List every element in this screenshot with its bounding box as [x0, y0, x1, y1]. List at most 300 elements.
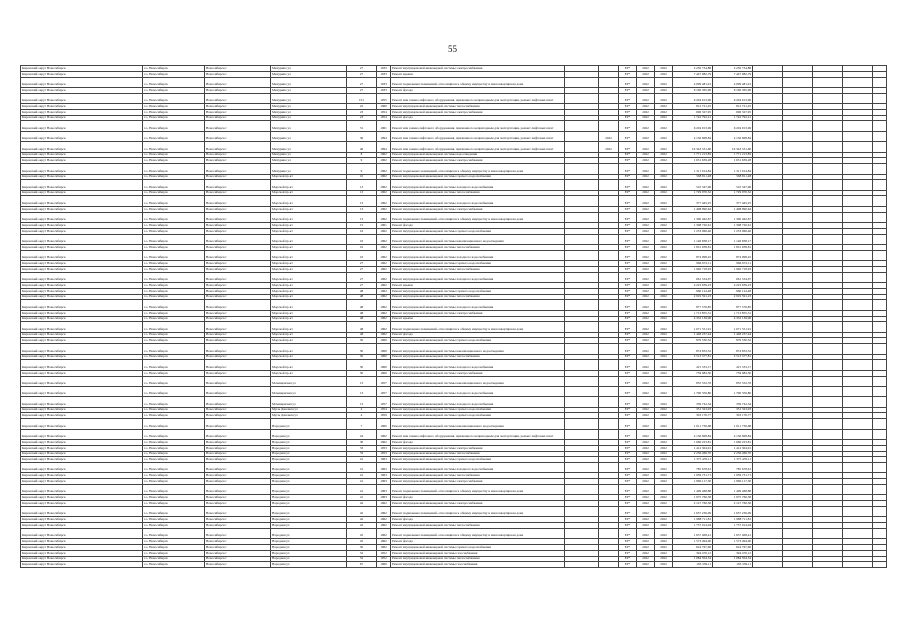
- cell-cost2: 6 204 913,06: [713, 93, 753, 103]
- cell-district: Кировский округ Новосибирск: [21, 386, 143, 396]
- cell-empty: [783, 506, 813, 516]
- cell-city: г.о. Новосибирск: [143, 338, 205, 344]
- cell-cost1: 1 657 236,09: [673, 506, 713, 516]
- cell-city: г.о. Новосибирск: [143, 485, 205, 495]
- cell-district: Кировский округ Новосибирск: [21, 550, 143, 556]
- cell-district: Кировский округ Новосибирск: [21, 429, 143, 439]
- cell-year: 1960: [377, 338, 391, 344]
- cell-city: г.о. Новосибирск: [143, 93, 205, 103]
- cell-b: [599, 376, 619, 386]
- cell-c: ЕР*: [619, 397, 637, 407]
- cell-y1: 2022: [637, 196, 655, 206]
- cell-y1: 2022: [637, 87, 655, 93]
- cell-cost2: 1 860 117,30: [713, 479, 753, 485]
- cell-district: Кировский округ Новосибирск: [21, 174, 143, 180]
- cell-y2: 2022: [655, 87, 673, 93]
- cell-y2: 2022: [655, 109, 673, 115]
- cell-street: Морской пр-кт: [271, 266, 347, 272]
- cell-year: 1963: [377, 479, 391, 485]
- cell-district: Кировский округ Новосибирск: [21, 545, 143, 551]
- cell-a: [565, 93, 599, 103]
- cell-city: г.о. Новосибирск: [143, 528, 205, 538]
- cell-y1: 2022: [637, 158, 655, 164]
- cell-cost1: 2 250 734,88: [673, 66, 713, 72]
- cell-street: Морской пр-кт: [271, 174, 347, 180]
- cell-a: [565, 562, 599, 568]
- cell-house: 13: [347, 190, 377, 196]
- cell-house: 16: [347, 250, 377, 260]
- cell-settlement: Новосибирск г: [205, 419, 271, 429]
- cell-street: Морской пр-кт: [271, 332, 347, 338]
- cell-cost1: 1 771 213,85: [673, 152, 713, 158]
- cell-house: 15: [347, 222, 377, 228]
- cell-empty: [753, 429, 783, 439]
- cell-house: 36: [347, 131, 377, 141]
- cell-cost2: 415 533,17: [713, 360, 753, 370]
- cell-cost1: 1 300 462,67: [673, 212, 713, 222]
- cell-cost2: 2 919 591,23: [713, 294, 753, 300]
- cell-street: Мусы Джалиля ул: [271, 413, 347, 419]
- cell-cost2: 1 412 304,91: [713, 445, 753, 451]
- cell-settlement: Новосибирск г: [205, 71, 271, 77]
- cell-c: ЕР*: [619, 517, 637, 523]
- cell-city: г.о. Новосибирск: [143, 344, 205, 354]
- cell-street: Мичурина ул: [271, 121, 347, 131]
- cell-district: Кировский округ Новосибирск: [21, 234, 143, 244]
- cell-cost1: 377 465,25: [673, 196, 713, 206]
- cell-city: г.о. Новосибирск: [143, 457, 205, 463]
- cell-c: ЕР*: [619, 562, 637, 568]
- cell-a: [565, 250, 599, 260]
- cell-y1: 2022: [637, 71, 655, 77]
- cell-b: [599, 300, 619, 310]
- cell-cost2: 1 573 494,00: [713, 539, 753, 545]
- cell-cost1: 1 742 792,21: [673, 115, 713, 121]
- cell-cost2: 304 470,12: [713, 550, 753, 556]
- cell-empty: [813, 386, 843, 396]
- cell-c: ЕР*: [619, 234, 637, 244]
- cell-settlement: Новосибирск г: [205, 338, 271, 344]
- cell-c: ЕР*: [619, 294, 637, 300]
- cell-y2: 2022: [655, 222, 673, 228]
- cell-cost2: 879 530,32: [713, 338, 753, 344]
- cell-y1: 2022: [637, 142, 655, 152]
- cell-empty: [813, 131, 843, 141]
- cell-c: ЕР*: [619, 344, 637, 354]
- cell-work: Ремонт внутридомовой инженерной системы электроснабжения: [391, 479, 565, 485]
- cell-empty: [783, 300, 813, 310]
- cell-district: Кировский округ Новосибирск: [21, 261, 143, 267]
- cell-district: Кировский округ Новосибирск: [21, 439, 143, 445]
- cell-empty: [813, 463, 843, 473]
- cell-year: 1962: [377, 261, 391, 267]
- cell-cost2: 1 790 359,80: [713, 386, 753, 396]
- cell-b: [599, 562, 619, 568]
- cell-district: Кировский округ Новосибирск: [21, 131, 143, 141]
- cell-year: 1962: [377, 310, 391, 316]
- cell-house: 27: [347, 283, 377, 289]
- cell-empty: [753, 485, 783, 495]
- cell-y1: 2022: [637, 212, 655, 222]
- cell-b: [599, 344, 619, 354]
- cell-c: ЕР*: [619, 300, 637, 310]
- cell-y2: 2022: [655, 457, 673, 463]
- cell-cost2: 359 742,34: [713, 397, 753, 407]
- cell-year: 1953: [377, 451, 391, 457]
- cell-cost2: 1 071 551,91: [713, 322, 753, 332]
- cell-y1: 2022: [637, 109, 655, 115]
- cell-y2: 2022: [655, 115, 673, 121]
- cell-y2: 2022: [655, 310, 673, 316]
- cell-district: Кировский округ Новосибирск: [21, 71, 143, 77]
- cell-y2: 2022: [655, 501, 673, 507]
- cell-district: Кировский округ Новосибирск: [21, 457, 143, 463]
- cell-empty: [813, 300, 843, 310]
- cell-year: 1960: [377, 360, 391, 370]
- cell-street: Мичурина ул: [271, 87, 347, 93]
- cell-work: Ремонт внутридомовой инженерной системы холодного водоснабжения: [391, 250, 565, 260]
- cell-house: 48: [347, 316, 377, 322]
- cell-y1: 2022: [637, 261, 655, 267]
- cell-district: Кировский округ Новосибирск: [21, 556, 143, 562]
- cell-cost1: 1 146 838,17: [673, 234, 713, 244]
- cell-cost2: 874 833,52: [713, 344, 753, 354]
- cell-c: ЕР*: [619, 407, 637, 413]
- cell-year: 1962: [377, 316, 391, 322]
- cell-cost1: 624 767,96: [673, 545, 713, 551]
- cell-empty: [753, 360, 783, 370]
- cell-street: Морской пр-кт: [271, 344, 347, 354]
- cell-street: Народная ул: [271, 517, 347, 523]
- cell-work: Ремонт фасада: [391, 539, 565, 545]
- cell-cost2: 1 742 792,21: [713, 115, 753, 121]
- cell-street: Народная ул: [271, 473, 347, 479]
- cell-district: Кировский округ Новосибирск: [21, 93, 143, 103]
- cell-empty: [843, 142, 873, 152]
- cell-house: 27: [347, 77, 377, 87]
- cell-y1: 2022: [637, 152, 655, 158]
- table-row: [21, 429, 887, 439]
- cell-y1: 2022: [637, 528, 655, 538]
- cell-year: 1962: [377, 196, 391, 206]
- cell-empty: [813, 272, 843, 282]
- cell-a: [565, 419, 599, 429]
- cell-year: 1961: [377, 121, 391, 131]
- table-row: [21, 344, 887, 354]
- cell-year: 1960: [377, 104, 391, 110]
- cell-y2: 2022: [655, 506, 673, 516]
- cell-c: ЕР*: [619, 376, 637, 386]
- cell-y1: 2022: [637, 266, 655, 272]
- cell-house: 52: [347, 550, 377, 556]
- cell-year: 1963: [377, 457, 391, 463]
- cell-cost1: 874 833,52: [673, 344, 713, 354]
- cell-y1: 2022: [637, 121, 655, 131]
- cell-a: [565, 142, 599, 152]
- cell-district: Кировский округ Новосибирск: [21, 485, 143, 495]
- cell-y1: 2022: [637, 338, 655, 344]
- cell-empty: [843, 344, 873, 354]
- cell-y1: 2022: [637, 77, 655, 87]
- cell-house: 33: [347, 445, 377, 451]
- cell-y1: 2022: [637, 206, 655, 212]
- cell-y2: 2022: [655, 190, 673, 196]
- cell-y1: 2022: [637, 360, 655, 370]
- cell-y2: 2022: [655, 479, 673, 485]
- cell-empty: [783, 419, 813, 429]
- cell-empty: [873, 322, 887, 332]
- cell-district: Кировский округ Новосибирск: [21, 228, 143, 234]
- cell-empty: [873, 463, 887, 473]
- cell-y1: 2022: [637, 479, 655, 485]
- cell-work: Ремонт внутридомовой инженерной системы теплоснабжения: [391, 556, 565, 562]
- cell-work: Ремонт внутридомовой инженерной системы теплоснабжения: [391, 354, 565, 360]
- cell-y2: 2022: [655, 152, 673, 158]
- cell-b: [599, 419, 619, 429]
- cell-district: Кировский округ Новосибирск: [21, 180, 143, 190]
- cell-b: [599, 234, 619, 244]
- cell-house: 67: [347, 562, 377, 568]
- cell-empty: [873, 196, 887, 206]
- cell-empty: [813, 250, 843, 260]
- cell-empty: [783, 77, 813, 87]
- cell-a: [565, 180, 599, 190]
- cell-city: г.о. Новосибирск: [143, 212, 205, 222]
- cell-work: Ремонт внутридомовой инженерной системы горячего водоснабжения: [391, 407, 565, 413]
- cell-y1: 2022: [637, 463, 655, 473]
- cell-cost1: 1 084 504,54: [673, 556, 713, 562]
- cell-street: Морской пр-кт: [271, 234, 347, 244]
- cell-house: 50: [347, 545, 377, 551]
- cell-y2: 2022: [655, 164, 673, 174]
- cell-empty: [843, 121, 873, 131]
- cell-district: Кировский округ Новосибирск: [21, 77, 143, 87]
- cell-y1: 2022: [637, 413, 655, 419]
- cell-district: Кировский округ Новосибирск: [21, 360, 143, 370]
- cell-cost2: 1 959 731,71: [713, 473, 753, 479]
- cell-work: Ремонт внутридомовой инженерной системы холодного водоснабжения: [391, 300, 565, 310]
- cell-street: Морской пр-кт: [271, 316, 347, 322]
- cell-year: 1994: [377, 142, 391, 152]
- cell-empty: [873, 272, 887, 282]
- cell-a: [565, 386, 599, 396]
- cell-c: ЕР*: [619, 457, 637, 463]
- cell-c: ЕР*: [619, 429, 637, 439]
- cell-empty: [843, 234, 873, 244]
- cell-city: г.о. Новосибирск: [143, 419, 205, 429]
- cell-a: [565, 272, 599, 282]
- cell-city: г.о. Новосибирск: [143, 244, 205, 250]
- cell-cost1: 1 412 304,91: [673, 445, 713, 451]
- cell-y2: 2022: [655, 234, 673, 244]
- cell-cost1: 6 196 365,00: [673, 87, 713, 93]
- cell-street: Народная ул: [271, 419, 347, 429]
- cell-cost2: 1 408 990,64: [713, 206, 753, 212]
- cell-house: 13: [347, 397, 377, 407]
- cell-cost2: 1 375 476,11: [713, 457, 753, 463]
- cell-work: Ремонт внутридомовой инженерной системы теплоснабжения: [391, 190, 565, 196]
- cell-y2: 2022: [655, 228, 673, 234]
- cell-c: ЕР*: [619, 71, 637, 77]
- cell-empty: [783, 272, 813, 282]
- cell-empty: [843, 485, 873, 495]
- cell-cost2: 877 576,85: [713, 300, 753, 310]
- cell-cost2: 351 323,93: [713, 407, 753, 413]
- cell-year: 1962: [377, 190, 391, 196]
- cell-b: [599, 386, 619, 396]
- cell-city: г.о. Новосибирск: [143, 87, 205, 93]
- cell-house: 23: [347, 115, 377, 121]
- cell-y1: 2022: [637, 354, 655, 360]
- cell-cost1: 1 657 408,41: [673, 528, 713, 538]
- cell-house: 13: [347, 206, 377, 212]
- cell-y2: 2022: [655, 244, 673, 250]
- cell-cost2: 696 327,95: [713, 109, 753, 115]
- cell-empty: [813, 506, 843, 516]
- cell-house: 13: [347, 180, 377, 190]
- cell-district: Кировский округ Новосибирск: [21, 222, 143, 228]
- cell-empty: [843, 300, 873, 310]
- cell-cost1: 510 347,96: [673, 180, 713, 190]
- cell-cost2: 960 124,48: [713, 288, 753, 294]
- cell-work: Ремонт внутридомовой инженерной системы канализационного водоотведения: [391, 419, 565, 429]
- cell-cost2: 1 146 838,17: [713, 234, 753, 244]
- cell-settlement: Новосибирск г: [205, 66, 271, 72]
- cell-cost1: 2 236 466,70: [673, 451, 713, 457]
- cell-house: 33: [347, 451, 377, 457]
- cell-c: ЕР*: [619, 206, 637, 212]
- cell-empty: [753, 164, 783, 174]
- cell-c: ЕР*: [619, 556, 637, 562]
- cell-street: Морской пр-кт: [271, 206, 347, 212]
- cell-city: г.о. Новосибирск: [143, 397, 205, 407]
- table-row: [21, 386, 887, 396]
- cell-empty: [843, 397, 873, 407]
- cell-settlement: Новосибирск г: [205, 506, 271, 516]
- cell-district: Кировский округ Новосибирск: [21, 152, 143, 158]
- cell-work: Ремонт или замена лифтового оборудования, признанного непригодным для эксплуатации, ремонт лифтовых шахт: [391, 142, 565, 152]
- cell-settlement: Новосибирск г: [205, 517, 271, 523]
- cell-city: г.о. Новосибирск: [143, 206, 205, 212]
- cell-settlement: Новосибирск г: [205, 164, 271, 174]
- cell-empty: [813, 121, 843, 131]
- cell-work: Ремонт фасада: [391, 495, 565, 501]
- cell-work: Ремонт внутридомовой инженерной системы теплоснабжения: [391, 523, 565, 529]
- cell-a: [565, 234, 599, 244]
- cell-street: Мичурина ул: [271, 71, 347, 77]
- cell-settlement: Новосибирск г: [205, 222, 271, 228]
- cell-cost1: 1 631 639,28: [673, 158, 713, 164]
- cell-empty: [753, 180, 783, 190]
- cell-cost1: 1 253 966,46: [673, 228, 713, 234]
- cell-empty: [753, 562, 783, 568]
- cell-district: Кировский округ Новосибирск: [21, 300, 143, 310]
- cell-a: [565, 376, 599, 386]
- cell-district: Кировский округ Новосибирск: [21, 539, 143, 545]
- cell-year: 1933: [377, 77, 391, 87]
- cell-cost1: 303 176,77: [673, 413, 713, 419]
- cell-cost1: 1 940 718,93: [673, 266, 713, 272]
- cell-work: Ремонт внутридомовой инженерной системы теплоснабжения: [391, 473, 565, 479]
- cell-cost1: 1 975 766,38: [673, 495, 713, 501]
- cell-c: ЕР*: [619, 283, 637, 289]
- cell-settlement: Новосибирск г: [205, 322, 271, 332]
- cell-city: г.о. Новосибирск: [143, 545, 205, 551]
- cell-work: Ремонт внутридомовой инженерной системы теплоснабжения: [391, 451, 565, 457]
- cell-settlement: Новосибирск г: [205, 545, 271, 551]
- cell-cost2: 568 811,48: [713, 174, 753, 180]
- cell-work: Ремонт внутридомовой инженерной системы теплоснабжения: [391, 104, 565, 110]
- cell-a: [565, 397, 599, 407]
- cell-cost1: 2 919 591,23: [673, 294, 713, 300]
- cell-y1: 2022: [637, 370, 655, 376]
- cell-cost1: 2 127 760,36: [673, 501, 713, 507]
- cell-street: Мочищенская ул: [271, 397, 347, 407]
- cell-city: г.о. Новосибирск: [143, 517, 205, 523]
- cell-c: ЕР*: [619, 196, 637, 206]
- cell-b: 2022: [599, 142, 619, 152]
- cell-a: [565, 131, 599, 141]
- cell-work: Ремонт или замена лифтового оборудования, признанного непригодным для эксплуатации, ремонт лифтовых шахт: [391, 429, 565, 439]
- cell-empty: [873, 93, 887, 103]
- cell-street: Морской пр-кт: [271, 288, 347, 294]
- cell-y1: 2022: [637, 131, 655, 141]
- cell-work: Ремонт фасада: [391, 115, 565, 121]
- cell-empty: [753, 196, 783, 206]
- cell-y2: 2022: [655, 407, 673, 413]
- cell-street: Морской пр-кт: [271, 261, 347, 267]
- cell-city: г.о. Новосибирск: [143, 300, 205, 310]
- cell-empty: [873, 376, 887, 386]
- cell-house: 13: [347, 212, 377, 222]
- cell-year: 1962: [377, 506, 391, 516]
- cell-empty: [813, 344, 843, 354]
- cell-empty: [813, 212, 843, 222]
- cell-settlement: Новосибирск г: [205, 158, 271, 164]
- cell-house: 8: [347, 152, 377, 158]
- table-row: [21, 142, 887, 152]
- cell-c: ЕР*: [619, 250, 637, 260]
- cell-empty: [753, 322, 783, 332]
- cell-empty: [873, 77, 887, 87]
- cell-year: 1963: [377, 473, 391, 479]
- cell-y1: 2022: [637, 556, 655, 562]
- cell-year: 1933: [377, 66, 391, 72]
- table-row: [21, 300, 887, 310]
- cell-house: 42: [347, 501, 377, 507]
- cell-c: ЕР*: [619, 66, 637, 72]
- cell-b: [599, 528, 619, 538]
- cell-cost1: 1 790 359,80: [673, 386, 713, 396]
- cell-settlement: Новосибирск г: [205, 261, 271, 267]
- cell-y1: 2022: [637, 429, 655, 439]
- cell-district: Кировский округ Новосибирск: [21, 407, 143, 413]
- cell-work: Ремонт внутридомовой инженерной системы теплоснабжения: [391, 244, 565, 250]
- cell-cost1: 1 308 720,61: [673, 222, 713, 228]
- cell-street: Морской пр-кт: [271, 370, 347, 376]
- cell-street: Народная ул: [271, 457, 347, 463]
- cell-year: 1952: [377, 556, 391, 562]
- cell-city: г.о. Новосибирск: [143, 539, 205, 545]
- cell-street: Мичурина ул: [271, 131, 347, 141]
- cell-district: Кировский округ Новосибирск: [21, 376, 143, 386]
- cell-city: г.о. Новосибирск: [143, 142, 205, 152]
- cell-b: [599, 196, 619, 206]
- cell-empty: [843, 250, 873, 260]
- cell-settlement: Новосибирск г: [205, 196, 271, 206]
- cell-street: Морской пр-кт: [271, 283, 347, 289]
- cell-year: 1962: [377, 429, 391, 439]
